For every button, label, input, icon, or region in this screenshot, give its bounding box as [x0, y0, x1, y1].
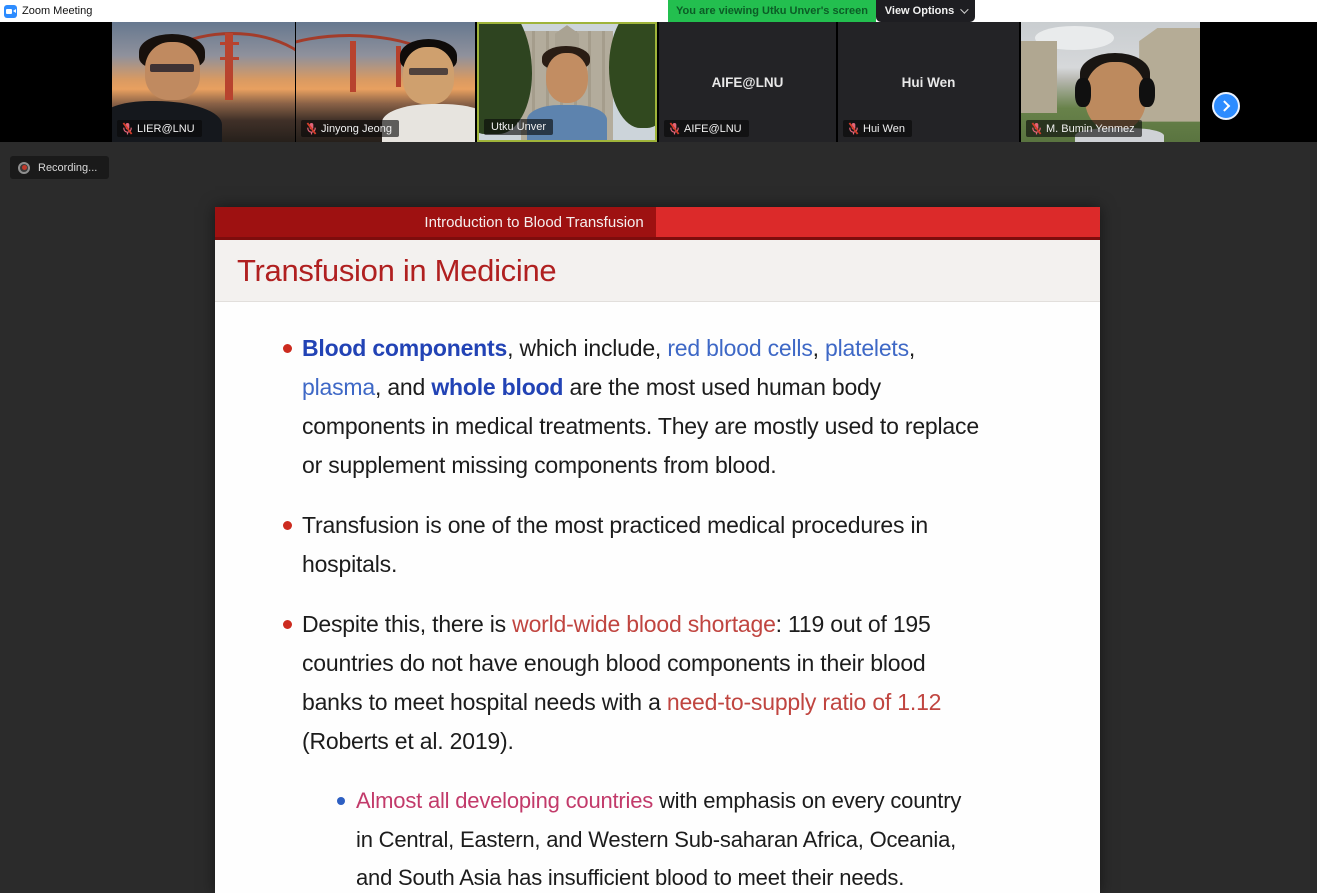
video-tile-hui-wen[interactable]	[838, 22, 1019, 142]
chevron-right-icon	[1219, 100, 1230, 111]
video-thumbnail-strip	[0, 22, 1317, 142]
bullet-text: Despite this, there is world-wide blood shortage: 119 out of 195 countries do not have enough blood components in their blood banks to meet hospital needs with a need-to-supply ratio of 1.12 (Roberts et al. 2019).	[302, 611, 942, 754]
video-tile-m-bumin-yenmez[interactable]	[1021, 22, 1200, 142]
video-tile-aife-lnu[interactable]	[659, 22, 836, 142]
recording-label: Recording...	[38, 161, 98, 174]
slide-section-title: Introduction to Blood Transfusion	[424, 213, 644, 231]
slide-title: Transfusion in Medicine	[237, 252, 557, 288]
view-options-label: View Options	[884, 5, 955, 17]
video-tile-lier-lnu[interactable]	[112, 22, 295, 142]
window-title-group	[4, 0, 92, 22]
slide-header-right-cell	[656, 207, 1100, 237]
next-participants-button[interactable]	[1212, 92, 1240, 120]
participant-name-label	[484, 119, 553, 135]
shared-screen-slide	[215, 207, 1100, 893]
recording-indicator	[10, 156, 109, 179]
bullet-blood-shortage	[283, 605, 1058, 761]
bullet-dot-icon	[283, 620, 292, 629]
bullet-text: Blood components, which include, red blood cells, platelets, plasma, and whole blood are the most used human body components in medical treatments. They are mostly used to replace or supplement missing components from blood.	[302, 335, 979, 478]
muted-mic-icon	[1031, 122, 1042, 135]
muted-mic-icon	[306, 122, 317, 135]
window-titlebar	[0, 0, 1317, 22]
bullet-blood-components	[283, 329, 1058, 485]
participant-name-label	[1026, 120, 1142, 137]
window-title: Zoom Meeting	[22, 5, 93, 17]
participant-name: AIFE@LNU	[684, 122, 742, 135]
participant-center-name: Hui Wen	[901, 74, 956, 90]
bullet-text: Almost all developing countries with emphasis on every country in Central, Eastern, and Western Sub-saharan Africa, Oceania, and South Asia has insufficient blood to meet their needs.	[356, 788, 962, 890]
screen-share-banner-text: You are viewing Utku Unver's screen	[676, 5, 868, 17]
chevron-down-icon	[960, 5, 968, 13]
participant-name: Jinyong Jeong	[321, 122, 392, 135]
record-dot-icon	[18, 162, 30, 174]
bullet-text: Transfusion is one of the most practiced medical procedures in hospitals.	[302, 512, 928, 577]
participant-name: Utku Unver	[491, 121, 547, 133]
participant-name-label	[117, 120, 202, 137]
view-options-button[interactable]	[876, 0, 975, 22]
video-tile-utku-unver-active-speaker[interactable]	[477, 22, 657, 142]
screen-share-banner	[668, 0, 876, 22]
bullet-transfusion-practiced	[283, 506, 1058, 584]
participant-name-label	[301, 120, 399, 137]
slide-title-area	[215, 240, 1100, 302]
bullet-dot-icon	[283, 521, 292, 530]
participant-name-label	[843, 120, 912, 137]
participant-name: M. Bumin Yenmez	[1046, 122, 1135, 135]
slide-body	[215, 302, 1100, 893]
video-tile-jinyong-jeong[interactable]	[296, 22, 475, 142]
muted-mic-icon	[669, 122, 680, 135]
participant-center-name: AIFE@LNU	[711, 74, 784, 90]
zoom-video-icon	[4, 5, 17, 18]
muted-mic-icon	[848, 122, 859, 135]
participant-name-label	[664, 120, 749, 137]
slide-section-cell	[215, 207, 656, 237]
participant-name: LIER@LNU	[137, 122, 195, 135]
participant-name: Hui Wen	[863, 122, 905, 135]
bullet-developing-countries	[337, 782, 1058, 893]
bullet-dot-icon	[337, 797, 345, 805]
slide-header-bar	[215, 207, 1100, 240]
bullet-dot-icon	[283, 344, 292, 353]
muted-mic-icon	[122, 122, 133, 135]
